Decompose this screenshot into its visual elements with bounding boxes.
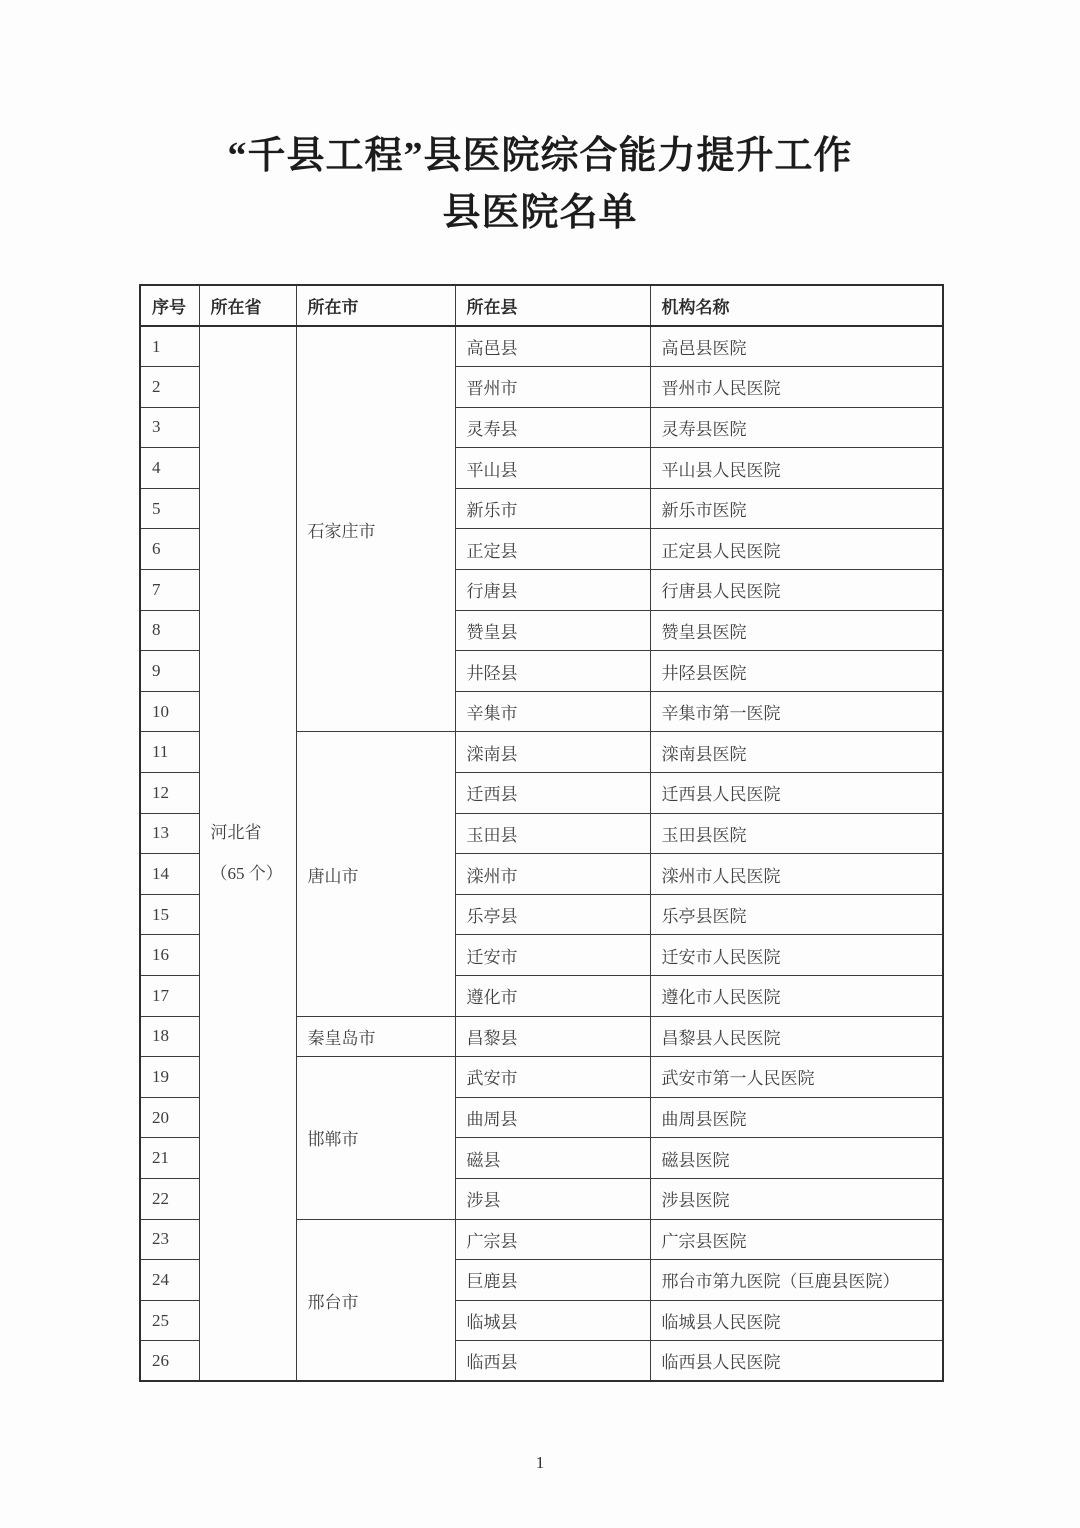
column-header-city: 所在市 (296, 285, 455, 326)
cell-seq: 3 (140, 407, 199, 448)
cell-seq: 16 (140, 935, 199, 976)
table-header-row (140, 285, 943, 326)
cell-city: 邯郸市 (296, 1057, 455, 1219)
cell-seq: 12 (140, 773, 199, 814)
cell-county: 曲周县 (455, 1097, 650, 1138)
page-number: 1 (535, 1453, 545, 1472)
cell-city: 邢台市 (296, 1219, 455, 1381)
cell-county: 临城县 (455, 1300, 650, 1341)
cell-seq: 18 (140, 1016, 199, 1057)
cell-hospital: 井陉县医院 (650, 651, 943, 692)
cell-hospital: 迁安市人民医院 (650, 935, 943, 976)
cell-hospital: 玉田县医院 (650, 813, 943, 854)
cell-seq: 20 (140, 1097, 199, 1138)
hospital-list-table (139, 284, 944, 1382)
cell-hospital: 邢台市第九医院（巨鹿县医院） (650, 1260, 943, 1301)
cell-county: 临西县 (455, 1341, 650, 1382)
cell-hospital: 迁西县人民医院 (650, 773, 943, 814)
cell-hospital: 滦州市人民医院 (650, 854, 943, 895)
document-title-line2: 县医院名单 (442, 192, 638, 234)
cell-hospital: 正定县人民医院 (650, 529, 943, 570)
cell-seq: 17 (140, 976, 199, 1017)
cell-hospital: 遵化市人民医院 (650, 976, 943, 1017)
cell-county: 武安市 (455, 1057, 650, 1098)
cell-county: 滦南县 (455, 732, 650, 773)
cell-county: 赞皇县 (455, 610, 650, 651)
cell-county: 行唐县 (455, 570, 650, 611)
cell-county: 乐亭县 (455, 894, 650, 935)
cell-county: 遵化市 (455, 976, 650, 1017)
cell-county: 迁西县 (455, 773, 650, 814)
cell-seq: 2 (140, 367, 199, 408)
cell-hospital: 乐亭县医院 (650, 894, 943, 935)
cell-seq: 15 (140, 894, 199, 935)
cell-seq: 21 (140, 1138, 199, 1179)
cell-hospital: 磁县医院 (650, 1138, 943, 1179)
cell-seq: 25 (140, 1300, 199, 1341)
cell-hospital: 赞皇县医院 (650, 610, 943, 651)
cell-hospital: 广宗县医院 (650, 1219, 943, 1260)
cell-county: 昌黎县 (455, 1016, 650, 1057)
cell-hospital: 高邑县医院 (650, 326, 943, 367)
cell-seq: 14 (140, 854, 199, 895)
cell-city: 石家庄市 (296, 326, 455, 732)
cell-seq: 6 (140, 529, 199, 570)
cell-seq: 13 (140, 813, 199, 854)
cell-seq: 7 (140, 570, 199, 611)
cell-seq: 19 (140, 1057, 199, 1098)
cell-county: 井陉县 (455, 651, 650, 692)
cell-county: 滦州市 (455, 854, 650, 895)
cell-seq: 22 (140, 1178, 199, 1219)
cell-hospital: 临西县人民医院 (650, 1341, 943, 1382)
cell-seq: 11 (140, 732, 199, 773)
table-row (140, 326, 943, 367)
cell-hospital: 临城县人民医院 (650, 1300, 943, 1341)
cell-seq: 10 (140, 691, 199, 732)
cell-hospital: 武安市第一人民医院 (650, 1057, 943, 1098)
cell-city: 唐山市 (296, 732, 455, 1016)
cell-seq: 26 (140, 1341, 199, 1382)
cell-hospital: 辛集市第一医院 (650, 691, 943, 732)
cell-hospital: 曲周县医院 (650, 1097, 943, 1138)
column-header-county: 所在县 (455, 285, 650, 326)
cell-county: 灵寿县 (455, 407, 650, 448)
province-count: （65 个） (210, 863, 283, 883)
cell-county: 迁安市 (455, 935, 650, 976)
column-header-org-name: 机构名称 (650, 285, 943, 326)
cell-county: 巨鹿县 (455, 1260, 650, 1301)
cell-county: 涉县 (455, 1178, 650, 1219)
table-body (140, 326, 943, 1381)
cell-county: 新乐市 (455, 488, 650, 529)
cell-seq: 9 (140, 651, 199, 692)
cell-hospital: 滦南县医院 (650, 732, 943, 773)
cell-hospital: 昌黎县人民医院 (650, 1016, 943, 1057)
cell-seq: 8 (140, 610, 199, 651)
cell-county: 广宗县 (455, 1219, 650, 1260)
cell-county: 玉田县 (455, 813, 650, 854)
cell-hospital: 平山县人民医院 (650, 448, 943, 489)
cell-hospital: 晋州市人民医院 (650, 367, 943, 408)
cell-city: 秦皇岛市 (296, 1016, 455, 1057)
document-title (0, 128, 1080, 242)
column-header-seq: 序号 (140, 285, 199, 326)
document-title-line1: “千县工程”县医院综合能力提升工作 (227, 135, 853, 177)
cell-seq: 1 (140, 326, 199, 367)
cell-county: 晋州市 (455, 367, 650, 408)
cell-county: 高邑县 (455, 326, 650, 367)
cell-seq: 5 (140, 488, 199, 529)
cell-seq: 4 (140, 448, 199, 489)
cell-seq: 24 (140, 1260, 199, 1301)
cell-province (199, 326, 296, 1381)
cell-hospital: 新乐市医院 (650, 488, 943, 529)
cell-county: 磁县 (455, 1138, 650, 1179)
cell-county: 辛集市 (455, 691, 650, 732)
cell-seq: 23 (140, 1219, 199, 1260)
cell-hospital: 涉县医院 (650, 1178, 943, 1219)
cell-county: 正定县 (455, 529, 650, 570)
cell-county: 平山县 (455, 448, 650, 489)
cell-hospital: 行唐县人民医院 (650, 570, 943, 611)
cell-hospital: 灵寿县医院 (650, 407, 943, 448)
province-name: 河北省 (210, 823, 262, 843)
column-header-province: 所在省 (199, 285, 296, 326)
